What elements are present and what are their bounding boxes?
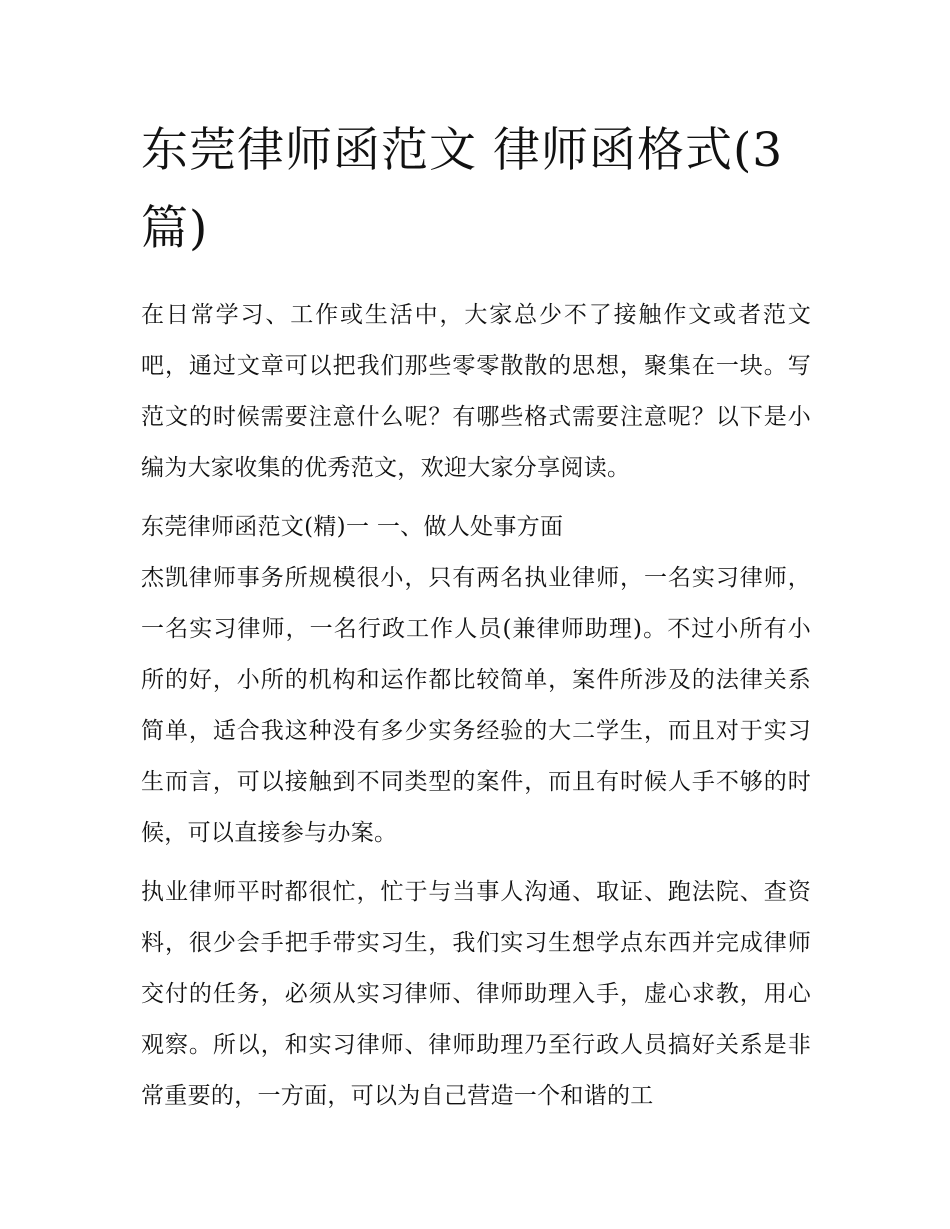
section-heading: 东莞律师函范文(精)一 一、做人处事方面 [141,514,564,540]
body-paragraph-lawyers: 执业律师平时都很忙，忙于与当事人沟通、取证、跑法院、查资料，很少会手把手带实习生，我们实习生想学点东西并完成律师交付的任务，必须从实习律师、律师助理入手，虚心求教，用心观察。所以，和实习律师、律师助理乃至行政人员搞好关系是非常重要的，一方面，可以为自己营造一个和谐的工 [141,879,811,1109]
document-title: 东莞律师函范文 律师函格式(3篇) [141,123,784,256]
document-body [141,112,811,1130]
body-paragraph-firm: 杰凯律师事务所规模很小，只有两名执业律师，一名实习律师，一名实习律师，一名行政工作人员(兼律师助理)。不过小所有小所的好，小所的机构和运作都比较简单，案件所涉及的法律关系简单，适合我这种没有多少实务经验的大二学生，而且对于实习生而言，可以接触到不同类型的案件，而且有时候人手不够的时候，可以直接参与办案。 [141,565,811,846]
intro-paragraph: 在日常学习、工作或生活中，大家总少不了接触作文或者范文吧，通过文章可以把我们那些零零散散的思想，聚集在一块。写范文的时候需要注意什么呢？有哪些格式需要注意呢？以下是小编为大家收集的优秀范文，欢迎大家分享阅读。 [141,302,811,481]
